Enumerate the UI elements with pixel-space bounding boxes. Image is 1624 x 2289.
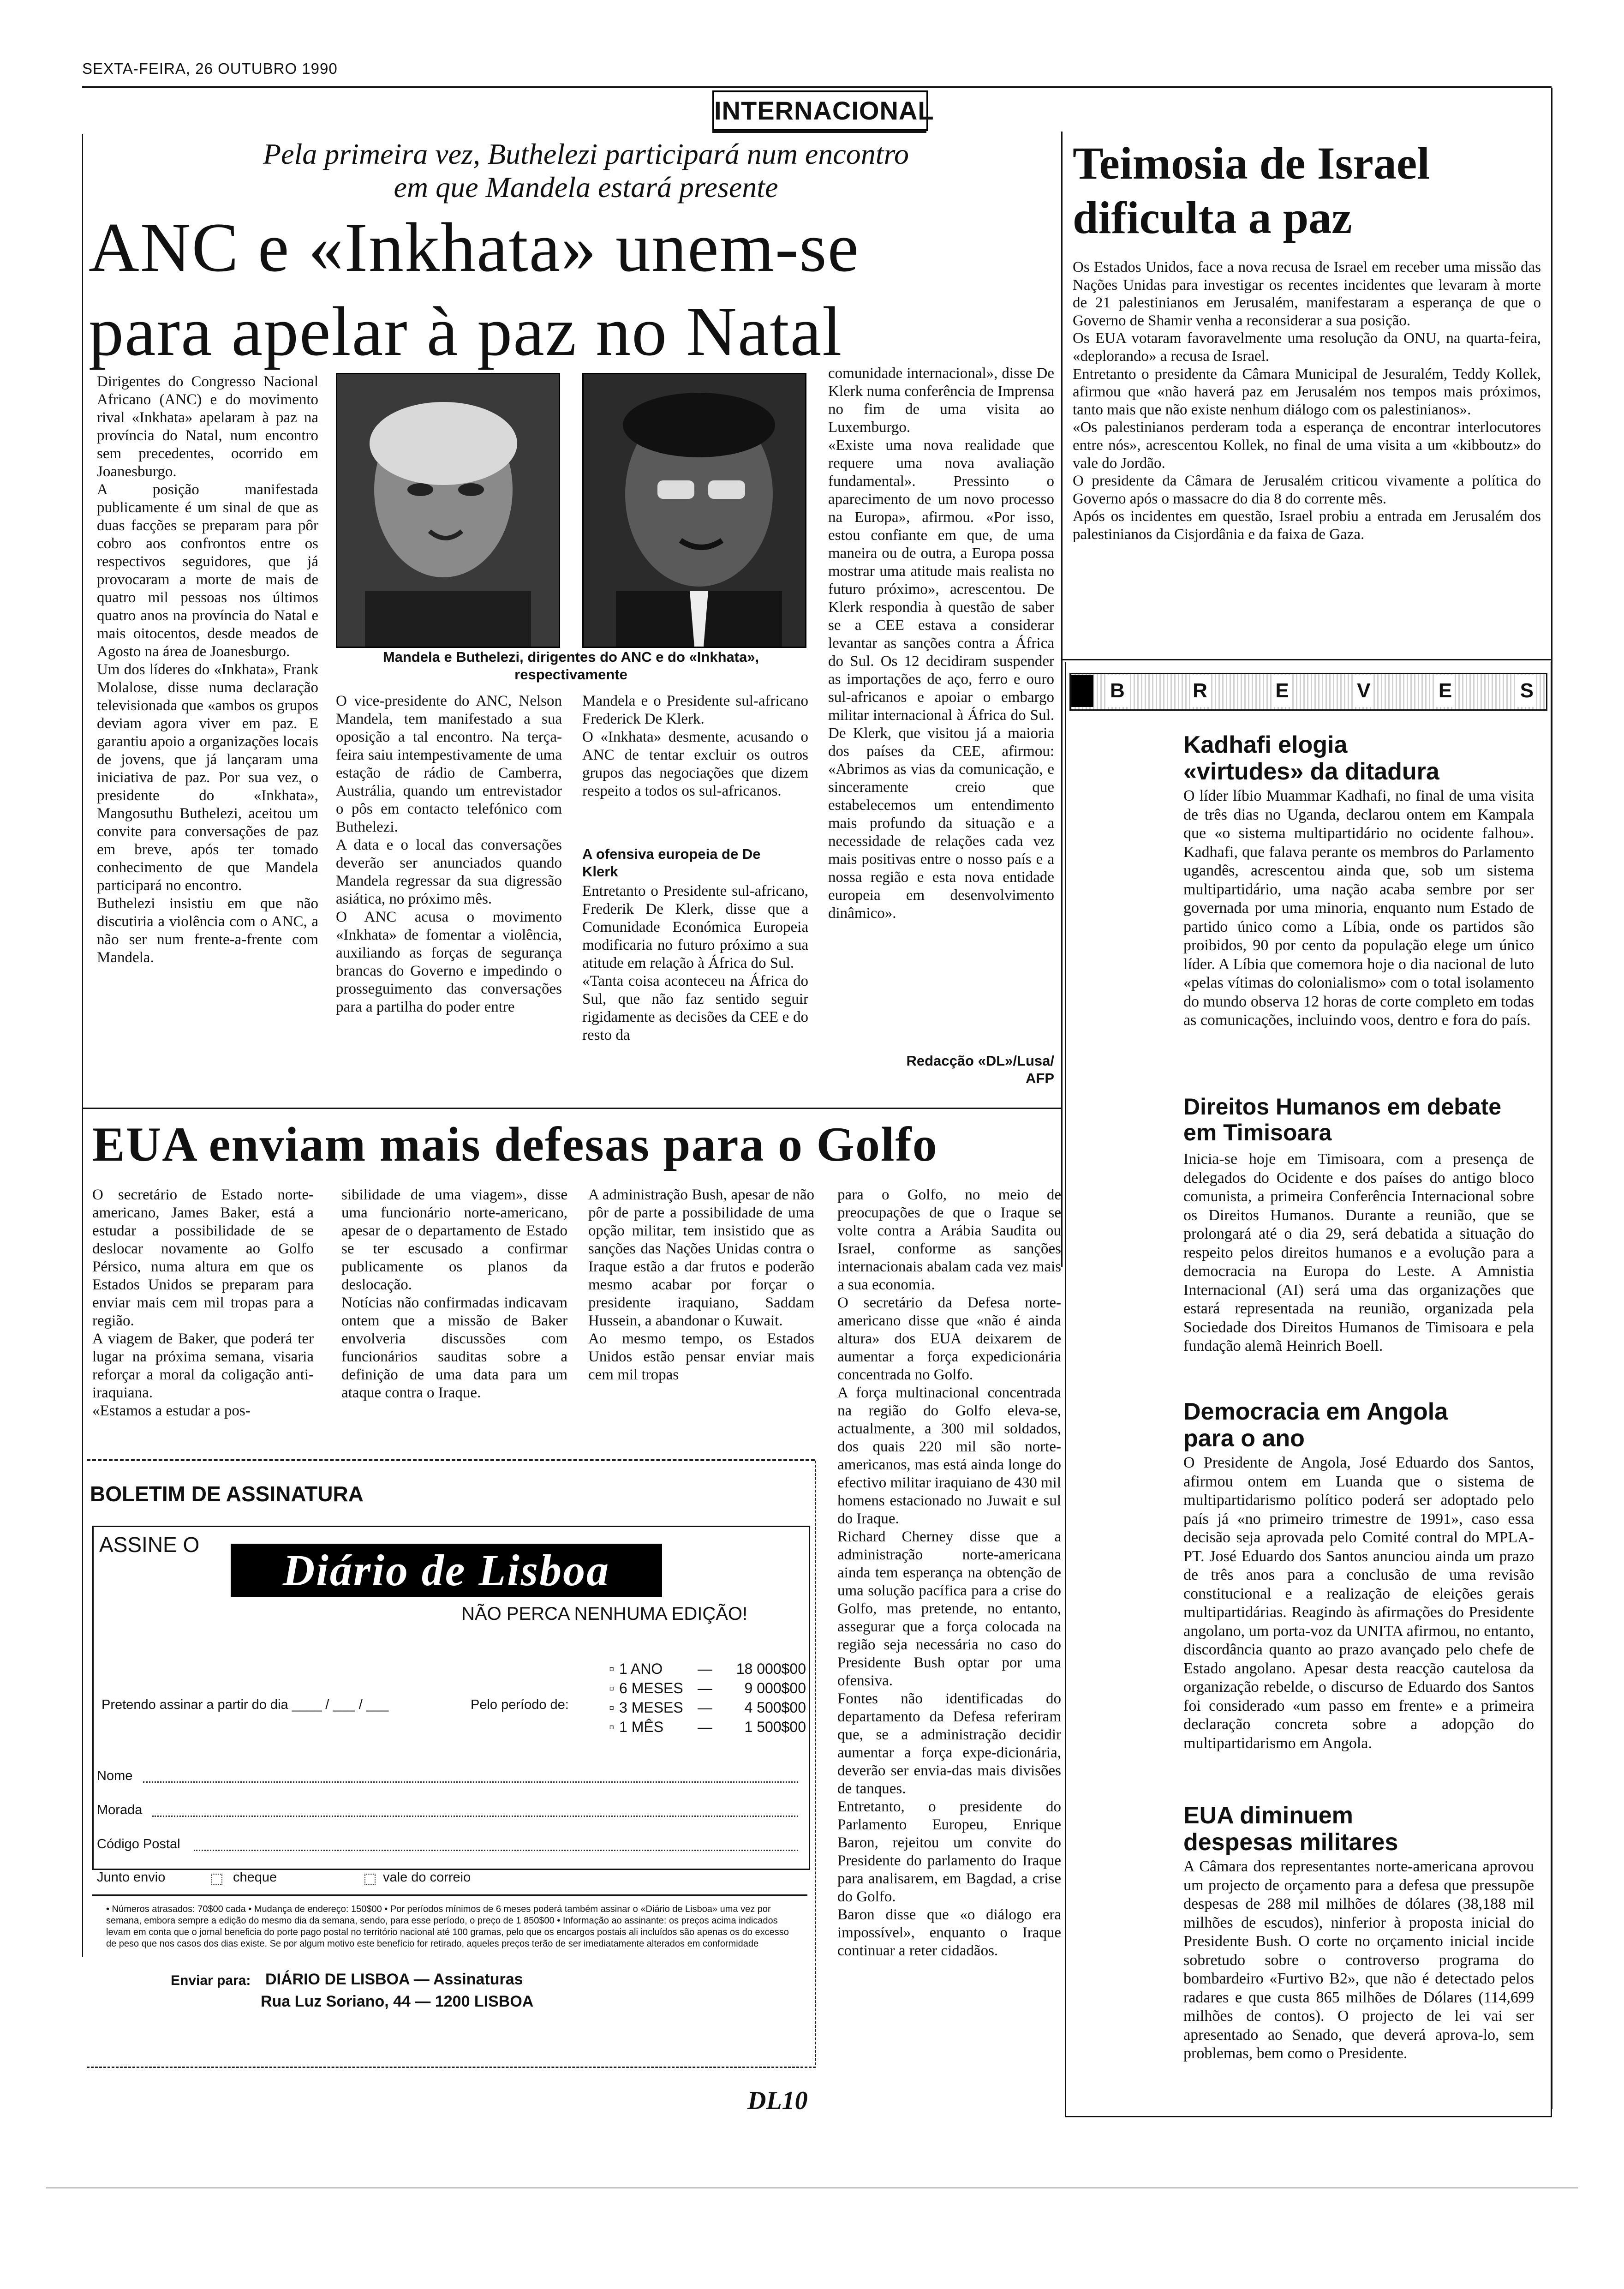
diario-de-lisboa-logo (231, 1544, 662, 1597)
logo-text: Diário de Lisboa (282, 1546, 610, 1595)
section-under-rule (712, 130, 926, 133)
anc-column-3-intro: Mandela e o Presidente sul-africano Frederick De Klerk. O «Inkhata» desmente, acusando o ANC de tentar excluir os outros grupos das negociações que dizem respeito a todos os sul-africanos. (582, 693, 808, 799)
brief-body: Inicia-se hoje em Timisoara, com a presença de delegados do Ocidente e dos países do antigo bloco comunista, a primeira Conferência Internacional sobre os Direitos Humanos. Durante a reunião, que se prolongará até o dia 29, será debatida a situação do respeito pelos direitos humanos e a evolução para a democracia na Europa do Leste. A Amnistia Internacional (AI) será uma das organizações que estará representada na reunião, organizada pela Sociedade dos Direitos Humanos de Timisoara e pela fundação alemã Heinrich Boell. (1183, 1150, 1534, 1354)
price-row[interactable]: ▫ 6 MESES — 9 000$00 (609, 1678, 807, 1698)
price-value: 1 500$00 (744, 1719, 806, 1735)
brief-title: EUA diminuem despesas militares (1183, 1802, 1398, 1856)
mandela-portrait-icon (337, 374, 559, 647)
anc-column-3-rest: Entretanto o Presidente sul-africano, Frederik De Klerk, disse que a Comunidade Económica Europeia modificaria no futuro próximo a sua atitude em relação à África do Sul. «Tanta coisa aconteceu na África do Sul, que não faz sentido seguir rigidamente as decisões da CEE e do resto da (582, 883, 808, 1043)
israel-body: Os Estados Unidos, face a nova recusa de Israel em receber uma missão das Nações Unidas para investigar os recentes incidentes que levaram à morte de 21 palestinianos em Jerusalém, manifestaram a esperança de que o Governo de Shamir venha a reconsiderar a sua posição. Os EUA votaram favoravelmente uma resolução da ONU, na quarta-feira, «deplorando» a recusa de Israel. Entretanto o presidente da Câmara Municipal de Jesuralém, Teddy Kollek, afirmou que «não haverá paz em Jerusalém nos tempos mais próximos, tanto mais que não existe nenhum diálogo com os palestinianos». «Os palestinianos perderam toda a esperança de encontrar interlocutores entre nós», acrescentou Kollek, no final de uma visita a um «kibboutz» do vale do Jordão. O presidente da Câmara de Jerusalém criticou vivamente a política do Governo após o massacre do dia 8 do corrente mês. Após os incidentes em questão, Israel probiu a entrada em Jerusalém dos palestinianos da Cisjordânia e da faixa de Gaza. (1073, 259, 1541, 543)
breves-block-icon (1071, 675, 1093, 707)
golfo-column-2: sibilidade de uma viagem», disse uma funcionário norte-americano, apesar de o departamento de Estado se ter escusado a confirmar publicamente os planos da deslocação. Notícias não confirmadas indicavam ontem que a missão de Baker envolveria discussões com funcionários sauditas sobre a definição de uma data para um ataque contra o Iraque. (341, 1186, 567, 1401)
anc-column-4: comunidade internacional», disse De Klerk numa conferência de Imprensa no fim de uma visita ao Luxemburgo. «Existe uma nova realidade que requere uma nova avaliação fundamental». Pressinto o aparecimento de um novo processo na Europa», afirmou. «Por isso, estou confiante em que, de uma maneira ou de outra, a Europa possa mostrar uma atitude mais realista no futuro próximo», acrescentou. De Klerk respondia à questão de saber se a CEE estava a considerar levantar as sanções contra a África do Sul. Os 12 decidiram suspender as importações de aço, ferro e ouro sul-africanos e apoiar o embargo militar internacional à África do Sul. De Klerk, que visitou já a maioria dos países da CEE, afirmou: «Abrimos as vias da comunicação, e sinceramente creio que estabelecemos um entendimento mais profundo da situação e a necessidade de relações cada vez mais positivas entre o nosso país e a nossa região e esta nova entidade europeia em desenvolvimento dinâmico». (828, 365, 1054, 922)
brief-body: O líder líbio Muammar Kadhafi, no final de uma visita de três dias no Uganda, declarou ontem em Kampala que «o sistema multipartidário no ocidente falhou». Kadhafi, que falava perante os membros do Parlamento ugandês, acrescentou ainda que, sob um sistema multipartidário, uma nação acaba sembre por ser governada por uma minoria, enquanto num Estado de partido único como a Líbia, onde os partidos são proibidos, 90 por cento da população elege um único líder. A Líbia que comemora hoje o dia nacional de luto «pelas vítimas do colonialismo» com o total isolamento do mundo observa 12 horas de corte completo em todas as comunicações, incluindo voos, dentro e fora do país. (1183, 787, 1534, 1029)
israel-bottom-rule (1061, 659, 1552, 660)
golfo-column-3: A administração Bush, apesar de não pôr de parte a possibilidade de uma opção militar, tem insistido que as sanções das Nações Unidas contra o Iraque estão a dar frutos e poderão mesmo acabar por forçar o presidente iraquiano, Saddam Hussein, a abandonar o Kuwait. Ao mesmo tempo, os Estados Unidos estão pensar enviar mais cem mil tropas (588, 1186, 814, 1383)
coupon-notes: • Números atrasados: 70$00 cada • Mudança de endereço: 150$00 • Por períodos mínimos de 6 meses poderá também assinar o «Diário de Lisboa» uma vez por semana, embora sempre a edição do mesmo dia da semana, sendo, para esse período, o preço de 1 850$00 • Informação ao assinante: os preços acima indicados levam em conta que o jornal beneficia do porte pago postal no território nacional até 100 gramas, pelo que os encargos postais ali incluídos são apenas os do excesso de peso que nos casos dos dias existe. Se por algum motivo este benefício for retirado, aqueles preços terão de ser imediatamente alterados em conformidade (106, 1904, 789, 1949)
price-row[interactable]: ▫ 1 ANO — 18 000$00 (609, 1659, 807, 1678)
breves-letter: V (1354, 675, 1373, 707)
photo-caption: Mandela e Buthelezi, dirigentes do ANC e do «Inkhata», respectivamente (382, 649, 759, 683)
address-field[interactable] (152, 1816, 798, 1817)
anc-subhead: A ofensiva europeia de De Klerk (582, 846, 761, 880)
golfo-top-rule (83, 1108, 1062, 1109)
page-folio: DL10 (747, 2086, 808, 2115)
breves-letters (1107, 675, 1536, 707)
coupon-right-cut (815, 1461, 816, 2065)
brief-title: Democracia em Angola para o ano (1183, 1398, 1448, 1452)
anc-column-2: O vice-presidente do ANC, Nelson Mandela, tem manifestado a sua oposição a tal encontro. Na terça-feira saiu intempestivamente de uma estação de rádio de Camberra, Austrália, quando um entrevistador o pôs em contacto telefónico com Buthelezi. A data e o local das conversações deverão ser anunciados quando Mandela regressar da sua digressão asiática, no próximo mês. O ANC acusa o movimento «Inkhata» de fomentar a violência, auxiliando as forças de segurança brancas do Governo e impedindo o prosseguimento das conversações para a partilha do poder entre (336, 693, 562, 1015)
section-label: INTERNACIONAL (712, 90, 928, 131)
page-date: SEXTA-FEIRA, 26 OUTUBRO 1990 (82, 60, 338, 77)
coupon-bottom-rule (87, 2065, 816, 2068)
brief-body: O Presidente de Angola, José Eduardo dos Santos, afirmou ontem em Luanda que o sistema de multipartidarismo político poderá ser adoptado pelo país já «no primeiro trimestre de 1991», caso essa decisão seja aprovada pelo Comité contral do MPLA-PT. José Eduardo dos Santos anunciou ainda um prazo de três anos para a conclusão de uma revisão constitucional e a realização de eleições gerais multipartidárias. Reagindo às afirmações do Presidente angolano, um porta-voz da UNITA afirmou, no entanto, discordância quanto ao prazo avançado pelo chefe de Estado angolano. Apesar desta reacção cautelosa da organização rebelde, o discurso de Eduardo dos Santos foi considerado «um passo em frente» e a primeira declaração concreta sobre a adopção do multipartidarismo em Angola. (1183, 1454, 1534, 1752)
send-to-line-1: DIÁRIO DE LISBOA — Assinaturas (265, 1971, 523, 1988)
assine-label: ASSINE O (99, 1533, 200, 1557)
golfo-column-1: O secretário de Estado norte-americano, James Baker, está a estudar a possibilidade de se deslocar novamente ao Golfo Pérsico, numa altura em que os Estados Unidos se preparam para enviar mais cem mil tropas para a região. A viagem de Baker, que poderá ter lugar na próxima semana, visaria reforçar a moral da coligação anti-iraquiana. «Estamos a estudar a pos- (92, 1186, 314, 1419)
price-period: 6 MESES (619, 1680, 683, 1696)
price-period: 1 ANO (619, 1660, 663, 1677)
send-to-label: Enviar para: (171, 1973, 251, 1988)
name-field[interactable] (143, 1781, 798, 1783)
price-row[interactable]: ▫ 3 MESES — 4 500$00 (609, 1698, 807, 1717)
brief-body: A Câmara dos representantes norte-americana aprovou um projecto de orçamento para a defesa que pressupõe despesas de 288 mil milhões de dólares (38,188 mil milhões de escudos), ninferior à proposta inicial do Presidente Bush. O corte no orçamento inicial incide sobretudo sobre o controverso programa do bombardeiro «Furtivo B2», que não é detectado pelos radares e que custa 865 milhões de Dólares (114,699 milhões de contos). O projecto de lei vai ser apresentado ao Senado, que deverá aprova-lo, sem problemas, bem como o Presidente. (1183, 1858, 1534, 2062)
price-list (609, 1659, 807, 1737)
send-to-line-2: Rua Luz Soriano, 44 — 1200 LISBOA (261, 1993, 534, 2010)
buthelezi-photo (582, 373, 806, 648)
mandela-photo (336, 373, 560, 648)
breves-letter: S (1517, 675, 1536, 707)
anc-credit: Redacção «DL»/Lusa/ AFP (906, 1053, 1054, 1086)
coupon-title: BOLETIM DE ASSINATURA (90, 1482, 364, 1506)
anc-headline: ANC e «Inkhata» unem-se para apelar à paz no Natal (89, 209, 860, 370)
cheque-label: cheque (233, 1870, 277, 1885)
price-period: 1 MÊS (619, 1719, 664, 1735)
nao-perca-label: NÃO PERCA NENHUMA EDIÇÃO! (461, 1604, 748, 1624)
israel-headline: Teimosia de Israel dificulta a paz (1073, 138, 1430, 243)
breves-letter: E (1272, 675, 1291, 707)
brief-title: Kadhafi elogia «virtudes» da ditadura (1183, 731, 1439, 785)
buthelezi-portrait-icon (584, 374, 805, 647)
start-date-field[interactable]: Pretendo assinar a partir do dia ____ / ___ / ___ (102, 1697, 389, 1712)
postcode-field[interactable] (194, 1850, 798, 1851)
price-value: 18 000$00 (736, 1660, 806, 1677)
address-field-label: Morada (97, 1803, 143, 1817)
price-value: 4 500$00 (744, 1699, 806, 1716)
header-rule (82, 86, 1552, 88)
junto-envio-label: Junto envio (97, 1870, 166, 1885)
breves-letter: E (1436, 675, 1455, 707)
price-period: 3 MESES (619, 1699, 683, 1716)
price-row[interactable]: ▫ 1 MÊS — 1 500$00 (609, 1717, 807, 1737)
column-divider (1061, 132, 1063, 1267)
postcode-field-label: Código Postal (97, 1837, 180, 1852)
anc-column-1: Dirigentes do Congresso Nacional Africano (ANC) e do movimento rival «Inkhata» apelaram à paz na província do Natal, num encontro sem precedentes, ocorrido em Joanesburgo. A posição manifestada publicamente é um sinal de que as duas facções se preparam para pôr cobro aos confrontos entre os respectivos seguidores, que já provocaram a morte de mais de quatro mil pessoas nos últimos quatro anos na província do Natal e mais oitocentos, desde meados de Agosto na área de Joanesburgo. Um dos líderes do «Inkhata», Frank Molalose, disse numa declaração televisionada que «ambos os grupos deviam agora viver em paz. E garantiu apoio a organizações locais de jovens, que já lançaram uma iniciativa de paz. Por sua vez, o presidente do «Inkhata», Mangosuthu Buthelezi, aceitou um convite para conversações de paz em breve, após ter tomado conhecimento de que Mandela participará no encontro. Buthelezi insistiu em que não discutiria a violência com o ANC, a não ser num frente-a-frente com Mandela. (97, 373, 318, 966)
name-field-label: Nome (97, 1768, 133, 1783)
vale-label: vale do correio (383, 1870, 471, 1885)
left-border (82, 134, 83, 1957)
golfo-column-4: para o Golfo, no meio de preocupações de que o Iraque se volte contra a Arábia Saudita ou Israel, conforme as sanções internacionais abalam cada vez mais a sua economia. O secretário da Defesa norte-americano disse que «não é ainda altura» dos EUA deixarem de aumentar a força expedicionária concentrada no Golfo. A força multinacional concentrada na região do Golfo eleva-se, actualmente, a 300 mil soldados, dos quais 220 mil são norte-americanos, mas está ainda longe do efectivo militar iraquiano de 430 mil homens estacionado no Juwait e sul do Iraque. Richard Cherney disse que a administração norte-americana ainda tem esperança na obtenção de uma solução pacífica para a crise do Golfo, mas pretende, no entanto, assegurar que a força colocada na região seja necessária no caso do Presidente Bush optar por uma ofensiva. Fontes não identificadas do departamento da Defesa referiram que, se a administração decidir aumentar a força expe-dicionária, deverão ser envia-das mais divisões de tanques. Entretanto, o presidente do Parlamento Europeu, Enrique Baron, rejeitou um convite do Presidente do parlamento do Iraque para analisarem, em Bagdad, a crise do Golfo. Baron disse que «o diálogo era impossível», enquanto o Iraque continuar a reter cidadãos. (837, 1186, 1061, 1959)
breves-letter: B (1107, 675, 1128, 707)
price-value: 9 000$00 (744, 1680, 806, 1696)
period-label: Pelo período de: (471, 1697, 569, 1712)
anc-kicker: Pela primeira vez, Buthelezi participará num encontro em que Mandela estará presente (263, 138, 909, 204)
vale-checkbox[interactable] (364, 1874, 376, 1885)
breves-letter: R (1190, 675, 1210, 707)
footer-rule (46, 2187, 1578, 2188)
brief-title: Direitos Humanos em debate em Timisoara (1183, 1094, 1502, 1145)
cheque-checkbox[interactable] (211, 1874, 222, 1885)
golfo-headline: EUA enviam mais defesas para o Golfo (92, 1117, 938, 1171)
